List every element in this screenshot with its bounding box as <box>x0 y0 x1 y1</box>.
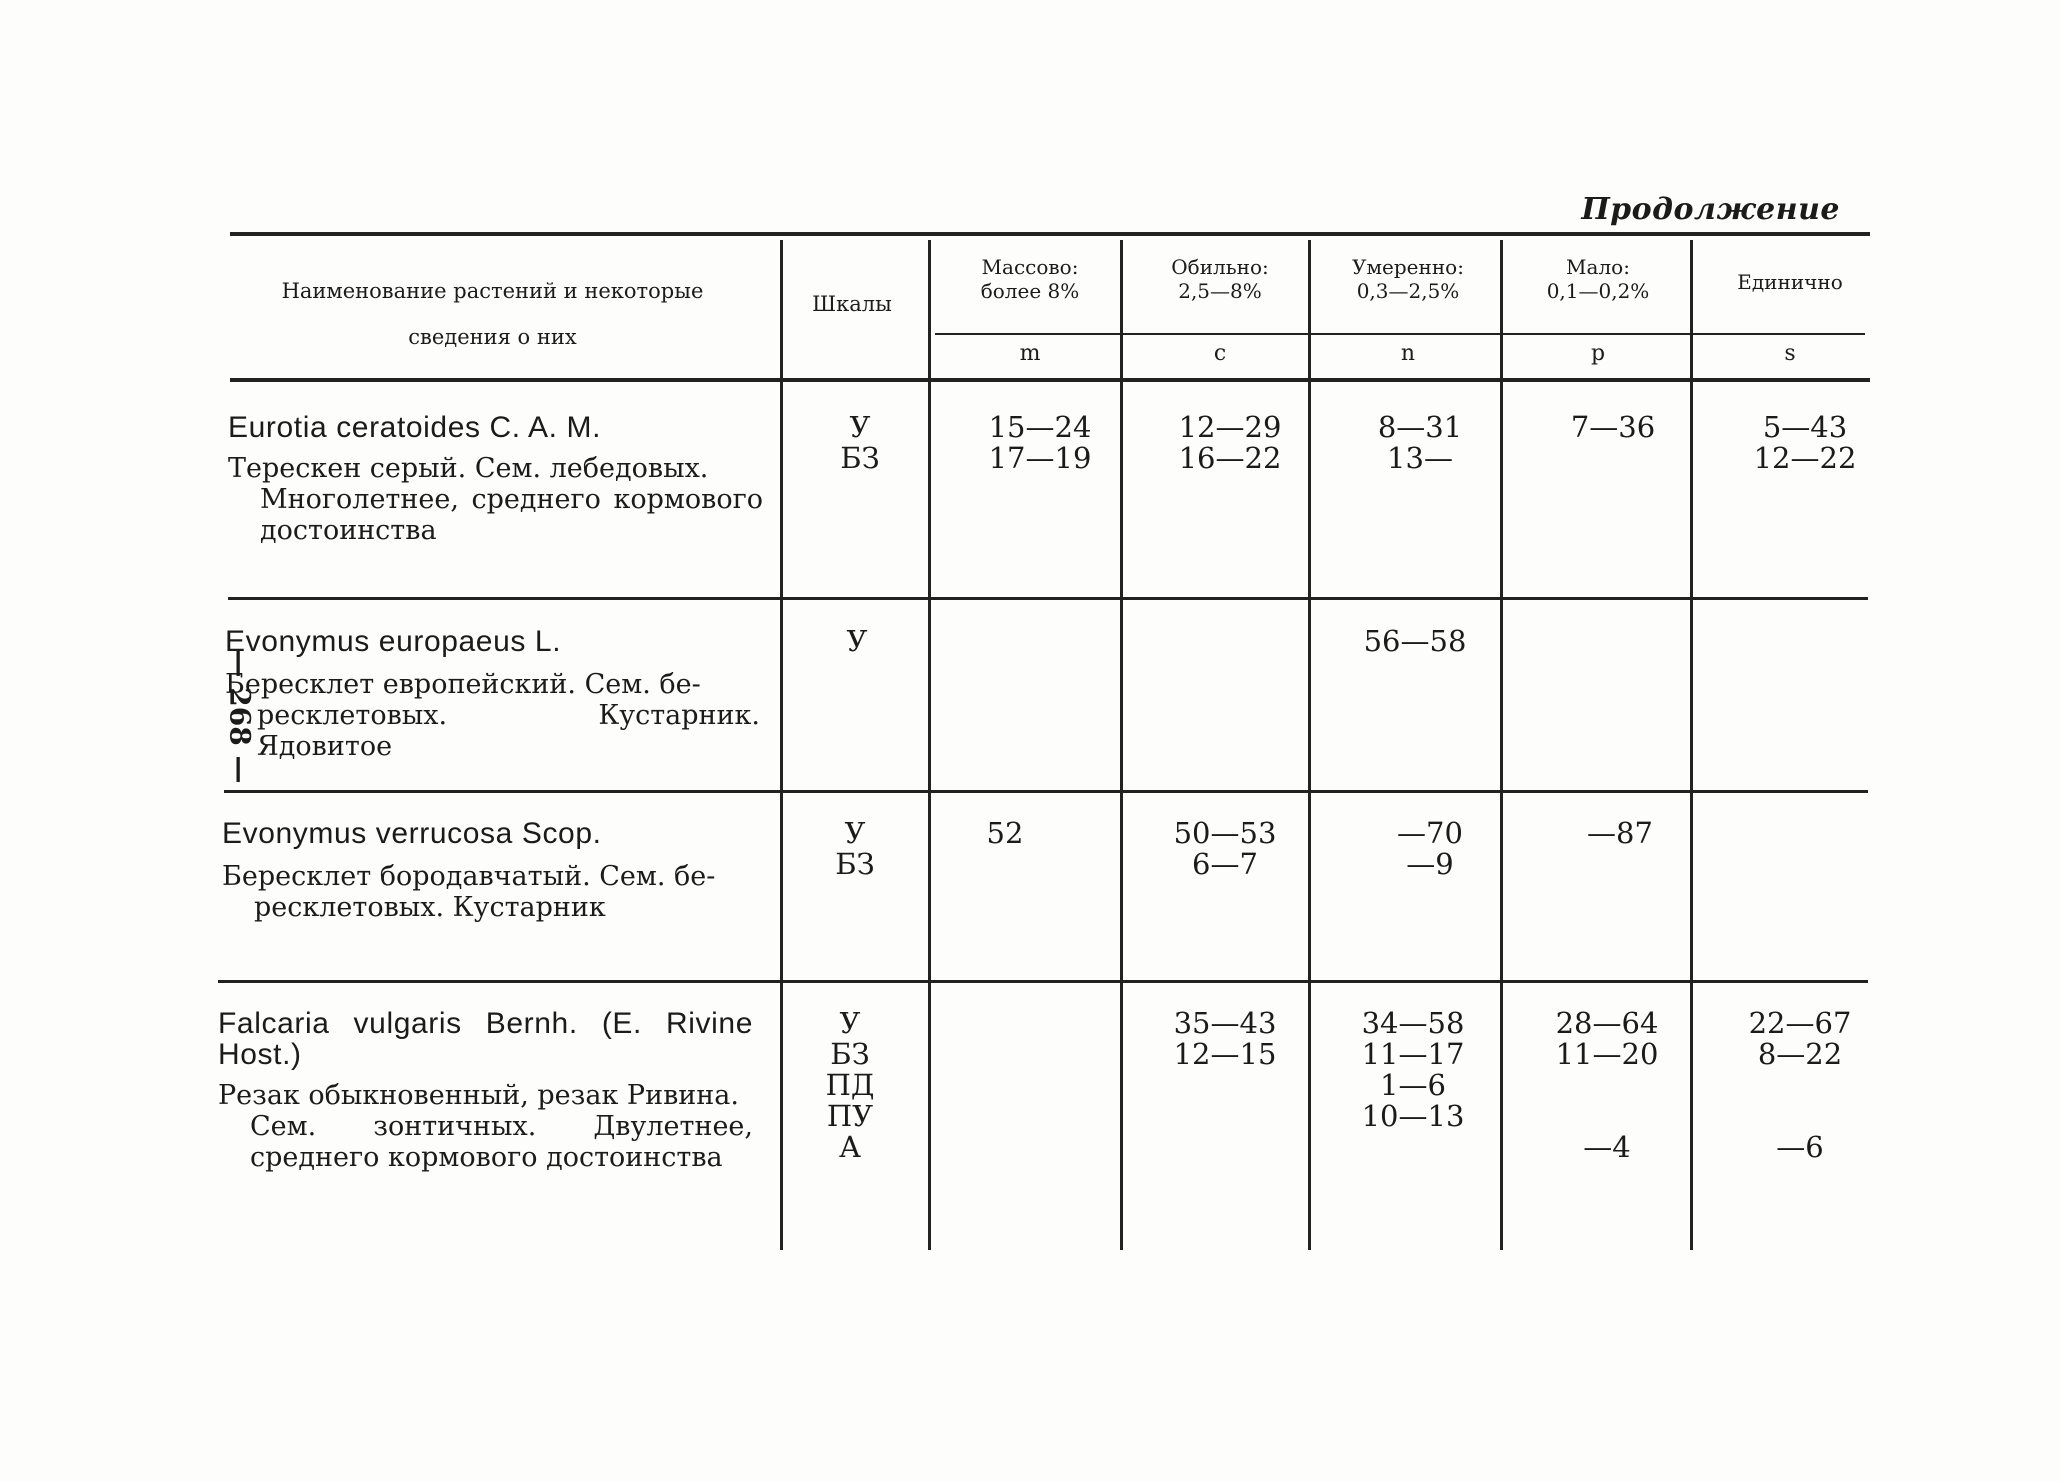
header-col-n <box>1318 255 1498 303</box>
plant-description <box>228 453 763 546</box>
header-col-n-line2: 0,3—2,5% <box>1356 279 1460 303</box>
header-col-c-line1: Обильно: <box>1171 255 1269 279</box>
plant-latin-name: Evonymus europaeus L. <box>225 625 562 658</box>
header-code-m: m <box>1019 341 1041 366</box>
header-name-line1: Наименование растений и некоторые <box>281 279 704 303</box>
value-p: 28—64 11—20 —4 <box>1555 1006 1659 1164</box>
header-bottom-rule <box>230 378 1870 382</box>
row-divider-3 <box>218 980 1868 983</box>
header-col-p-line2: 0,1—0,2% <box>1546 279 1650 303</box>
table-row <box>228 412 763 546</box>
header-name-line2: сведения о них <box>408 325 577 349</box>
scale-values: У БЗ <box>835 816 875 881</box>
header-col-p <box>1508 255 1688 303</box>
col-divider-p <box>1500 240 1503 1250</box>
header-col-s-line1: Единично <box>1737 270 1843 294</box>
plant-description-rest: Сем. зонтичных. Двулетнее, среднего кормового достоинства <box>250 1111 753 1173</box>
plant-latin-name <box>218 1008 753 1070</box>
header-code-p: p <box>1590 341 1606 366</box>
col-divider-n <box>1308 240 1311 1250</box>
value-m: 52 <box>986 816 1024 850</box>
header-code-c: c <box>1213 341 1227 366</box>
continuation-label: Продолжение <box>1581 192 1840 227</box>
header-col-c <box>1130 255 1310 303</box>
header-name <box>240 268 745 360</box>
header-col-p-line1: Мало: <box>1566 255 1630 279</box>
scale-values: У <box>846 624 868 658</box>
header-col-s <box>1700 270 1880 294</box>
col-divider-m <box>928 240 931 1250</box>
plant-description-first: Терескен серый. Сем. лебедовых. <box>228 453 709 484</box>
header-col-m <box>940 255 1120 303</box>
value-c: 50—53 6—7 <box>1173 816 1277 881</box>
row-divider-1 <box>228 597 1868 600</box>
plant-latin-name: Eurotia ceratoides C. A. M. <box>228 411 602 444</box>
value-c: 35—43 12—15 <box>1173 1006 1277 1071</box>
col-divider-scales <box>780 240 783 1250</box>
table-top-rule <box>230 232 1870 236</box>
value-n: 56—58 <box>1363 624 1467 658</box>
value-m: 15—24 17—19 <box>988 410 1092 475</box>
value-c: 12—29 16—22 <box>1178 410 1282 475</box>
value-s: 22—67 8—22 —6 <box>1748 1006 1852 1164</box>
plant-description-first: Бересклет европейский. Сем. бе- <box>225 669 701 700</box>
plant-description-rest: Многолетнее, среднего кормового достоинства <box>260 484 763 546</box>
header-code-s: s <box>1784 341 1796 366</box>
plant-description <box>222 861 757 923</box>
value-s: 5—43 12—22 <box>1753 410 1857 475</box>
plant-description <box>225 669 760 762</box>
plant-latin-name-text: Falcaria vulgaris Bernh. (E. Rivine Host.) <box>218 1007 753 1071</box>
table-row <box>222 818 757 923</box>
value-n: —70 —9 <box>1397 816 1463 881</box>
plant-description <box>218 1080 753 1173</box>
scale-values: У БЗ <box>840 410 880 475</box>
header-col-m-line2: более 8% <box>980 279 1080 303</box>
table-row <box>218 1008 753 1173</box>
header-sub-rule <box>935 333 1865 335</box>
plant-description-first: Бересклет бородавчатый. Сем. бе- <box>222 861 716 892</box>
value-n: 34—58 11—17 1—6 10—13 <box>1361 1006 1465 1133</box>
plant-description-first: Резак обыкновенный, резак Ривина. <box>218 1080 739 1111</box>
header-scales: Шкалы <box>812 292 892 316</box>
plant-description-rest: ресклетовых. Кустарник <box>254 892 606 923</box>
plant-latin-name: Evonymus verrucosa Scop. <box>222 817 602 850</box>
header-col-n-line1: Умеренно: <box>1352 255 1464 279</box>
col-divider-c <box>1120 240 1123 1250</box>
value-n: 8—31 13— <box>1377 410 1463 475</box>
table-row <box>225 626 760 762</box>
page-number: — 268 — <box>223 649 257 784</box>
row-divider-2 <box>224 790 1868 793</box>
scale-values: У БЗ ПД ПУ А <box>825 1006 875 1164</box>
header-col-c-line2: 2,5—8% <box>1178 279 1262 303</box>
value-p: 7—36 <box>1570 410 1656 444</box>
plant-description-rest: ресклетовых. Кустарник. Ядовитое <box>257 700 760 762</box>
header-col-m-line1: Массово: <box>981 255 1079 279</box>
header-code-n: n <box>1400 341 1416 366</box>
value-p: —87 <box>1587 816 1653 850</box>
